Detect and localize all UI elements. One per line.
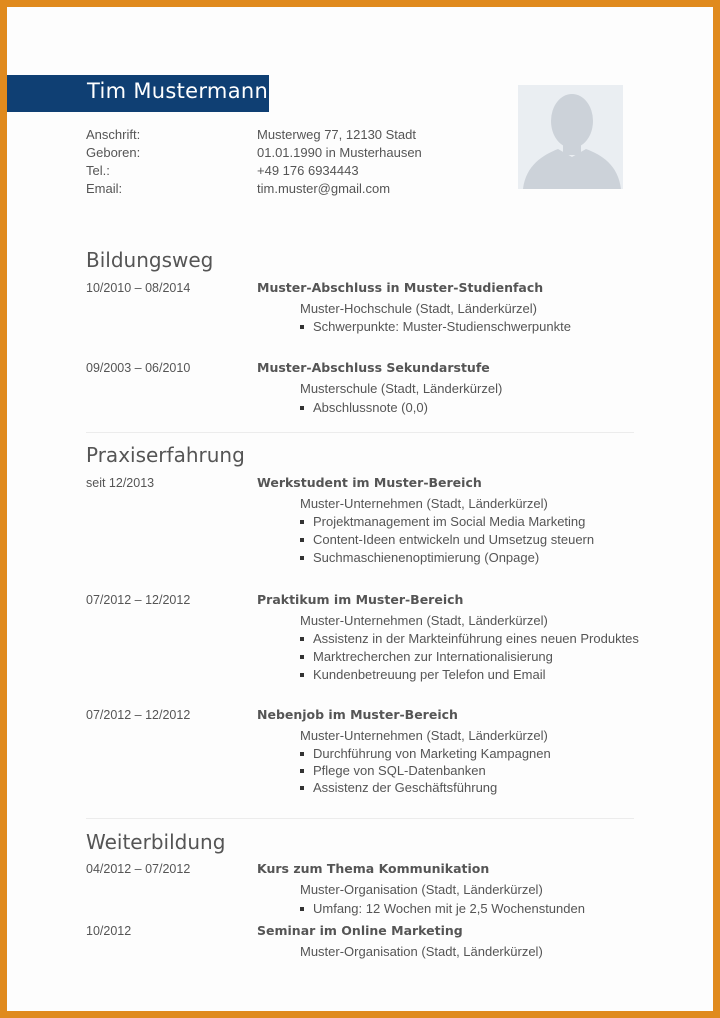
section-title-praxis: Praxiserfahrung xyxy=(86,443,245,467)
bullet-text: Pflege von SQL-Datenbanken xyxy=(313,763,486,778)
bullet-text: Assistenz der Geschäftsführung xyxy=(313,780,498,795)
person-name: Tim Mustermann xyxy=(87,79,269,103)
entry-title: Praktikum im Muster-Bereich xyxy=(257,592,464,607)
bullet-text: Umfang: 12 Wochen mit je 2,5 Wochenstunden xyxy=(313,901,585,916)
entry-organization: Musterschule (Stadt, Länderkürzel) xyxy=(300,381,503,396)
profile-photo xyxy=(518,85,623,189)
section-divider xyxy=(86,432,634,433)
entry-bullet xyxy=(300,532,594,547)
entry-organization: Muster-Unternehmen (Stadt, Länderkürzel) xyxy=(300,496,548,511)
entry-organization: Muster-Organisation (Stadt, Länderkürzel) xyxy=(300,882,543,897)
entry-date: 10/2010 – 08/2014 xyxy=(86,281,191,295)
bullet-icon xyxy=(300,325,304,329)
bullet-icon xyxy=(300,907,304,911)
bullet-text: Assistenz in der Markteinführung eines neuen Produktes xyxy=(313,631,639,646)
bullet-icon xyxy=(300,406,304,410)
bullet-text: Marktrecherchen zur Internationalisierung xyxy=(313,649,553,664)
entry-title: Nebenjob im Muster-Bereich xyxy=(257,707,458,722)
entry-title: Kurs zum Thema Kommunikation xyxy=(257,861,490,876)
entry-bullet xyxy=(300,746,551,761)
phone-value: +49 176 6934443 xyxy=(257,163,359,178)
entry-organization: Muster-Organisation (Stadt, Länderkürzel) xyxy=(300,944,543,959)
section-title-weiterbildung: Weiterbildung xyxy=(86,830,226,854)
entry-bullet xyxy=(300,514,585,529)
bullet-text: Projektmanagement im Social Media Marketing xyxy=(313,514,586,529)
entry-bullet xyxy=(300,631,639,646)
entry-title: Muster-Abschluss in Muster-Studienfach xyxy=(257,280,544,295)
entry-title: Seminar im Online Marketing xyxy=(257,923,463,938)
entry-bullet xyxy=(300,901,585,916)
bullet-text: Kundenbetreuung per Telefon und Email xyxy=(313,667,546,682)
entry-organization: Muster-Unternehmen (Stadt, Länderkürzel) xyxy=(300,613,548,628)
entry-title: Werkstudent im Muster-Bereich xyxy=(257,475,482,490)
entry-bullet xyxy=(300,550,539,565)
bullet-icon xyxy=(300,673,304,677)
bullet-text: Content-Ideen entwickeln und Umsetzug steuern xyxy=(313,532,595,547)
entry-bullet xyxy=(300,319,571,334)
entry-date: seit 12/2013 xyxy=(86,476,155,490)
entry-date: 07/2012 – 12/2012 xyxy=(86,593,191,607)
email-value: tim.muster@gmail.com xyxy=(257,181,391,196)
bullet-icon xyxy=(300,556,304,560)
entry-title: Muster-Abschluss Sekundarstufe xyxy=(257,360,490,375)
bullet-icon xyxy=(300,786,304,790)
entry-organization: Muster-Unternehmen (Stadt, Länderkürzel) xyxy=(300,728,548,743)
phone-label: Tel.: xyxy=(86,163,110,178)
bullet-text: Abschlussnote (0,0) xyxy=(313,400,428,415)
section-title-bildung: Bildungsweg xyxy=(86,248,214,272)
entry-date: 04/2012 – 07/2012 xyxy=(86,862,191,876)
entry-bullet xyxy=(300,763,486,778)
person-silhouette-icon xyxy=(518,85,623,189)
entry-bullet xyxy=(300,400,428,415)
entry-bullet xyxy=(300,649,553,664)
entry-date: 10/2012 xyxy=(86,924,132,938)
bullet-icon xyxy=(300,769,304,773)
entry-bullet xyxy=(300,780,497,795)
bullet-icon xyxy=(300,637,304,641)
birth-value: 01.01.1990 in Musterhausen xyxy=(257,145,422,160)
email-label: Email: xyxy=(86,181,123,196)
entry-date: 07/2012 – 12/2012 xyxy=(86,708,191,722)
birth-label: Geboren: xyxy=(86,145,141,160)
bullet-text: Durchführung von Marketing Kampagnen xyxy=(313,746,551,761)
entry-bullet xyxy=(300,667,546,682)
address-value: Musterweg 77, 12130 Stadt xyxy=(257,127,416,142)
bullet-text: Suchmaschienenoptimierung (Onpage) xyxy=(313,550,540,565)
bullet-icon xyxy=(300,538,304,542)
bullet-icon xyxy=(300,752,304,756)
bullet-icon xyxy=(300,655,304,659)
entry-date: 09/2003 – 06/2010 xyxy=(86,361,191,375)
bullet-icon xyxy=(300,520,304,524)
entry-organization: Muster-Hochschule (Stadt, Länderkürzel) xyxy=(300,301,537,316)
bullet-text: Schwerpunkte: Muster-Studienschwerpunkte xyxy=(313,319,571,334)
address-label: Anschrift: xyxy=(86,127,141,142)
section-divider xyxy=(86,818,634,819)
